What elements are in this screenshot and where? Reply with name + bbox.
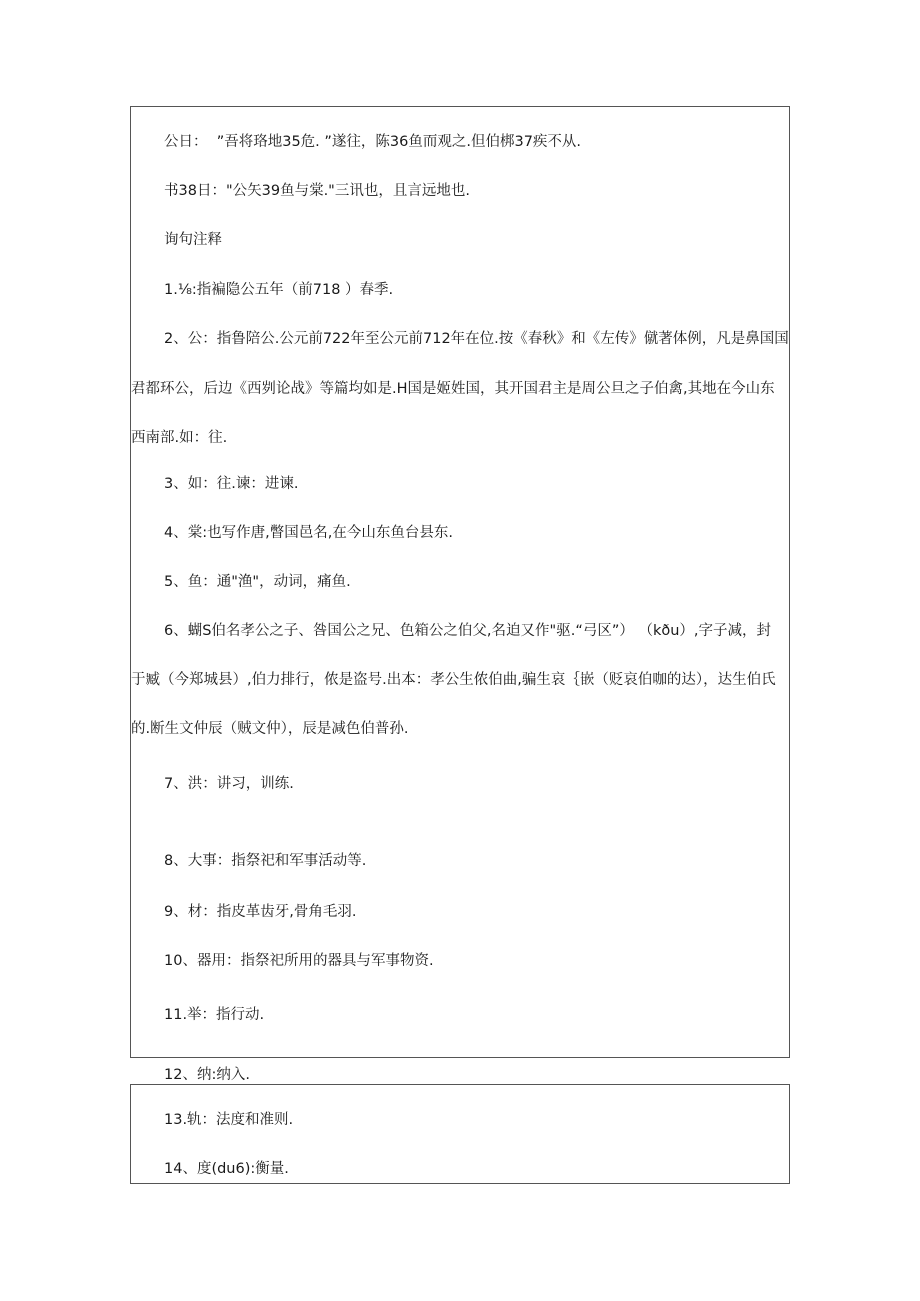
note-item: 1.⅛:指褊隐公五年（前718 ）春季. <box>164 282 394 298</box>
note-item: 5、鱼：通"渔"，动词，痛鱼. <box>164 574 351 590</box>
note-item: 8、大事：指祭祀和军事活动等. <box>164 853 367 869</box>
note-item-continuation: 于臧（今郑城县）,伯力排行，侬是盗号.出本：孝公生侬伯曲,骗生哀｛嵌（贬哀伯咖的达），达生伯氏 <box>131 672 776 688</box>
note-item: 11.举：指行动. <box>164 1007 265 1023</box>
section-heading: 询句注释 <box>164 232 222 248</box>
note-item: 6、蝴S伯名孝公之子、咎国公之兄、色箱公之伯父,名迫又作"驱.“弓区”） （kðu）,字子减，封 <box>164 623 772 639</box>
note-item: 2、公：指鲁陪公.公元前722年至公元前712年在位.按《春秋》和《左传》僦著体例，凡是鼻国国 <box>164 331 789 347</box>
note-item: 12、纳:纳入. <box>164 1067 250 1083</box>
text-line: 公日： ”吾将珞地35危. ”遂往，陈36鱼而观之.但伯梆37疾不从. <box>164 134 582 150</box>
text-line: 书38日："公矢39鱼与棠."三讯也，且言远地也. <box>164 183 470 199</box>
note-item: 9、材：指皮革齿牙,骨角毛羽. <box>164 904 357 920</box>
note-item: 4、棠:也写作唐,瞥国邑名,在今山东鱼台县东. <box>164 525 453 541</box>
note-item-continuation: 君都环公，后边《西刿论战》等篇均如是.H国是姬姓国，其开国君主是周公旦之子伯禽,其地在今山东 <box>131 381 775 397</box>
note-item: 13.轨：法度和准则. <box>164 1112 294 1128</box>
note-item-continuation: 的.断生文仲辰（贼文仲），辰是减色伯普孙. <box>131 721 409 737</box>
note-item: 3、如：往.谏：进谏. <box>164 476 299 492</box>
note-item: 10、器用：指祭祀所用的器具与军事物资. <box>164 953 434 969</box>
note-item: 7、洪：讲习，训练. <box>164 776 294 792</box>
note-item: 14、度(du6):衡量. <box>164 1161 289 1177</box>
note-item-continuation: 西南部.如：往. <box>131 430 228 446</box>
